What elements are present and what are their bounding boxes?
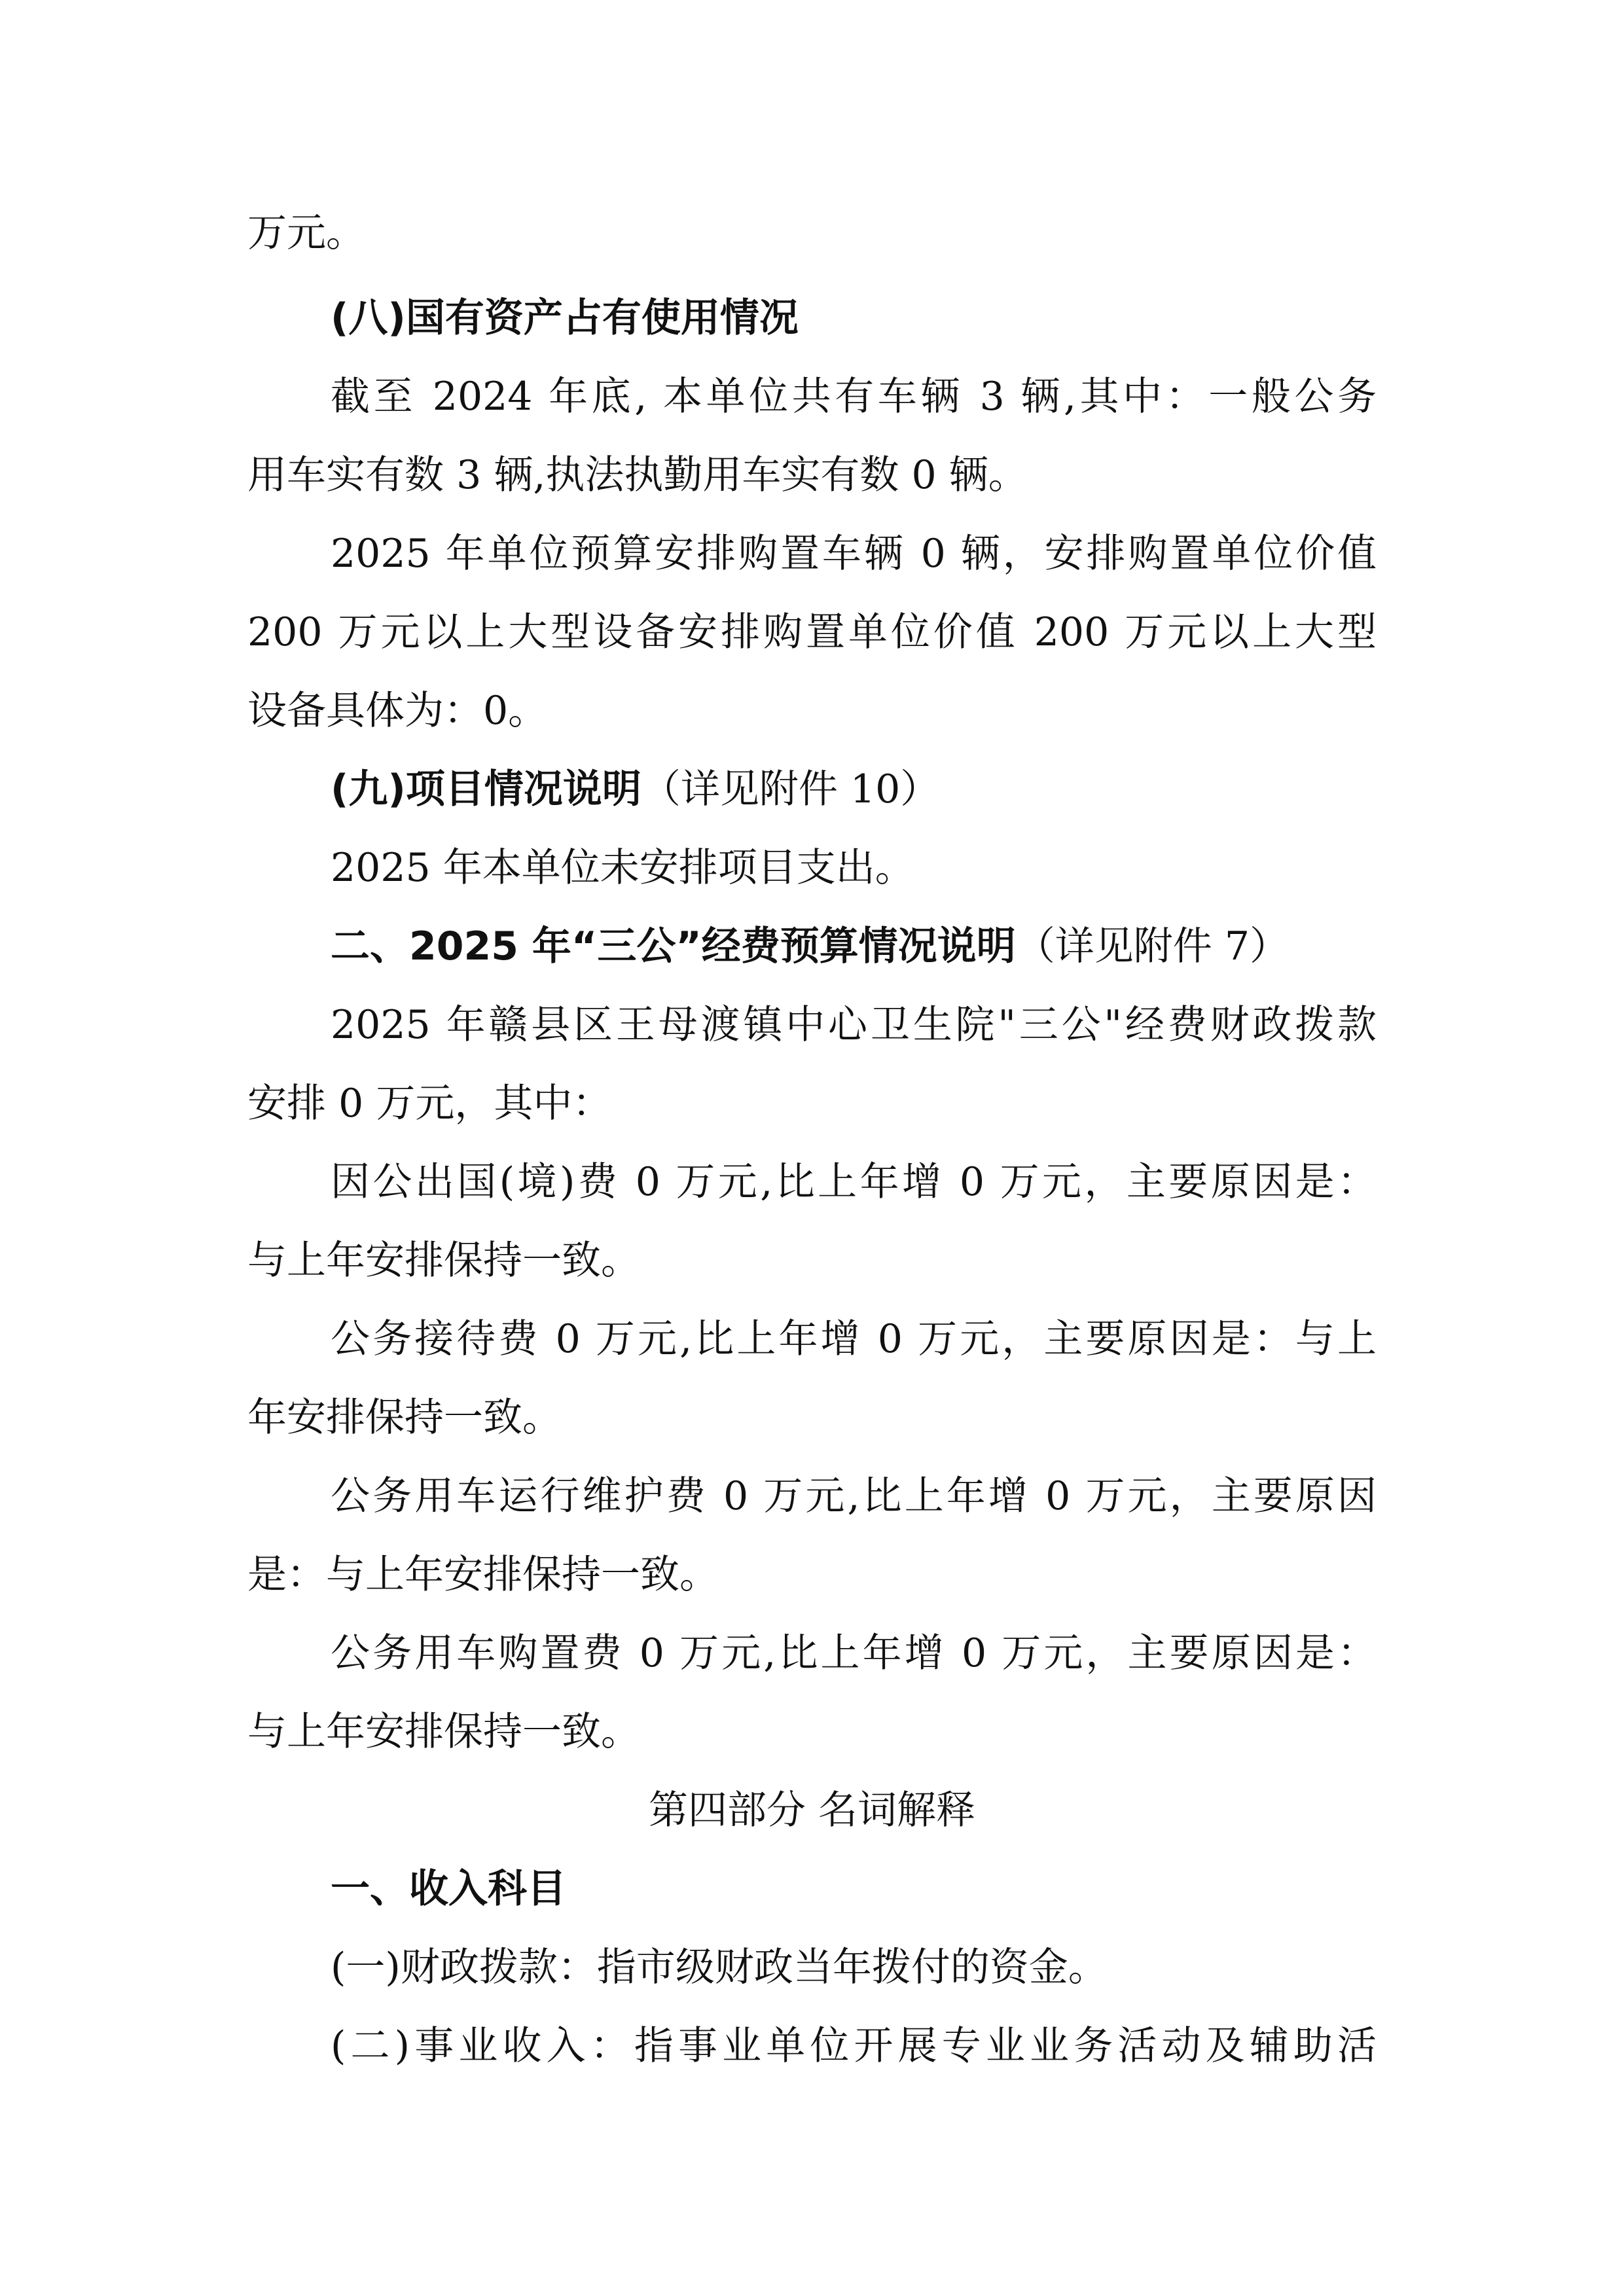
paragraph-line: 公务用车运行维护费 0 万元,比上年增 0 万元，主要原因: [331, 1473, 1377, 1519]
paragraph-line: 安排 0 万元，其中：: [247, 1081, 612, 1126]
paragraph-line: 与上年安排保持一致。: [247, 1709, 640, 1755]
paragraph-line: 2025 年单位预算安排购置车辆 0 辆，安排购置单位价值: [331, 531, 1377, 577]
paragraph-line: (一)财政拨款：指市级财政当年拨付的资金。: [331, 1945, 1108, 1990]
paragraph-line: 是：与上年安排保持一致。: [247, 1552, 719, 1598]
paragraph-line: 截至 2024 年底, 本单位共有车辆 3 辆,其中：一般公务: [331, 374, 1377, 420]
paragraph-line: 用车实有数 3 辆,执法执勤用车实有数 0 辆。: [247, 452, 1028, 498]
paragraph-line: 年安排保持一致。: [247, 1395, 562, 1441]
section-heading-title: (九)项目情况说明: [331, 766, 641, 812]
paragraph-line: 因公出国(境)费 0 万元,比上年增 0 万元，主要原因是：: [331, 1159, 1377, 1205]
paragraph-line: 与上年安排保持一致。: [247, 1238, 640, 1283]
paragraph-line: 2025 年赣县区王母渡镇中心卫生院"三公"经费财政拨款: [331, 1002, 1377, 1048]
paragraph-line: 公务用车购置费 0 万元,比上年增 0 万元，主要原因是：: [331, 1630, 1377, 1676]
paragraph-line: 公务接待费 0 万元,比上年增 0 万元，主要原因是：与上: [331, 1316, 1377, 1362]
paragraph-line: (二)事业收入：指事业单位开展专业业务活动及辅助活: [331, 2023, 1377, 2069]
part-title: 第四部分 名词解释: [648, 1787, 976, 1833]
section-heading: (八)国有资产占有使用情况: [331, 295, 799, 341]
section-heading-note: （详见附件 7）: [1015, 924, 1289, 969]
section-heading: [331, 763, 1377, 816]
paragraph-line: 200 万元以上大型设备安排购置单位价值 200 万元以上大型: [247, 609, 1377, 655]
paragraph-line: 2025 年本单位未安排项目支出。: [331, 845, 914, 891]
section-heading: 一、收入科目: [331, 1866, 566, 1912]
section-heading: [331, 920, 1377, 973]
paragraph-line: 设备具体为：0。: [247, 688, 548, 734]
section-heading-title: 二、2025 年“三公”经费预算情况说明: [331, 924, 1016, 969]
section-heading-note: （详见附件 10）: [641, 766, 940, 812]
paragraph-line: 万元。: [247, 210, 365, 256]
